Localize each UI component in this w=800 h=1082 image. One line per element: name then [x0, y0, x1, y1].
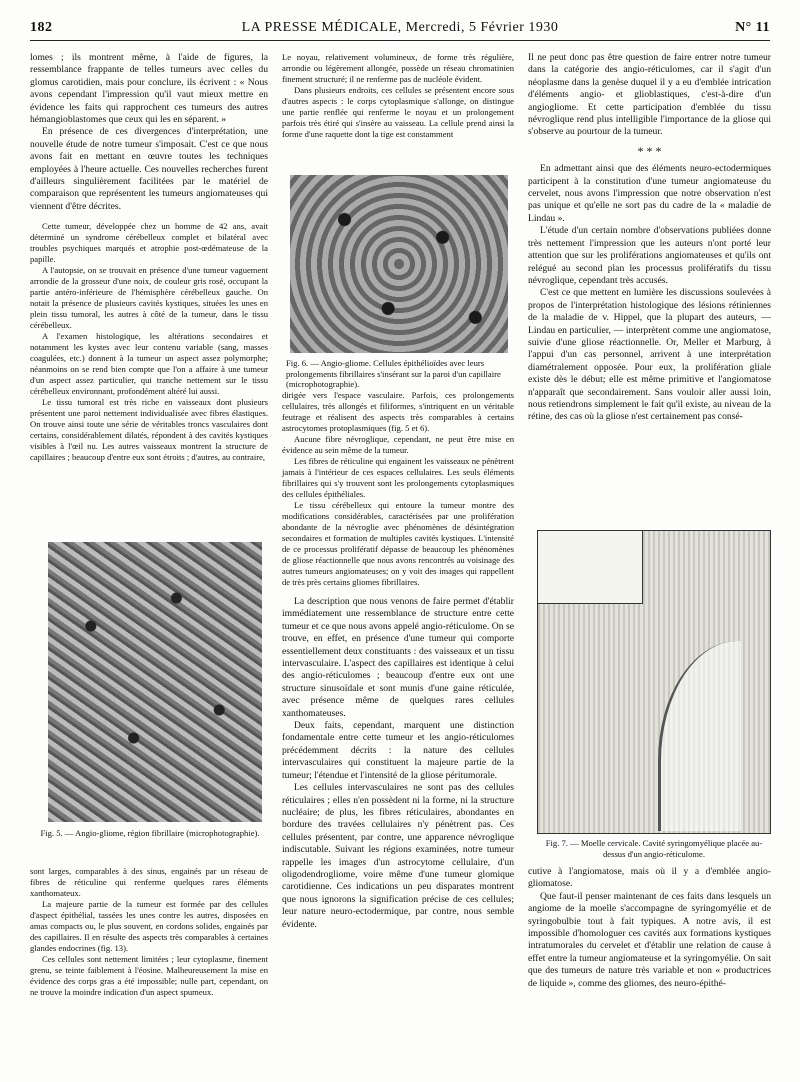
page-number: 182	[30, 20, 53, 35]
paragraph: Cette tumeur, développée chez un homme de 42 ans, avait déterminé un syndrome cérébelleux complet et bilatéral avec troubles psychiques marqués et atrophie post-œdémateuse de la papille.	[30, 221, 268, 265]
paragraph: Le tissu cérébelleux qui entoure la tumeur montre des modifications considérables, caractérisées par une prolifération abondante de la névroglie avec phénomènes de désintégration secondaires et formation de multiples cavités kystiques. L'intensité de ce processus prolifératif dépasse de beaucoup les phénomènes de gliose réactionnelle que nous avons rencontrés au voisinage des autres tumeurs angiomateuses; on y voit des images qui rappellent de très près certains gliomes fibrillaires.	[282, 500, 514, 587]
column-3-continued	[528, 866, 771, 990]
paragraph: Aucune fibre névroglique, cependant, ne peut être mise en évidence au sein même de la tumeur.	[282, 434, 514, 455]
paragraph: En présence de ces divergences d'interprétation, une nouvelle étude de notre tumeur s'imposait. C'est ce que nous avons fait en mettant en œuvre toutes les techniques employées à l'heure actuelle. Ces nouvelles recherches furent d'ailleurs singulièrement facilitées par le matériel de comparaison que représentent les tumeurs angiomateuses qui viennent d'être décrites.	[30, 126, 268, 212]
paragraph: Que faut-il penser maintenant de ces faits dans lesquels un angiome de la moelle s'accompagne de syringomyélie et de syringobulbie tout à fait typiques. A notre avis, il est impossible d'homologuer ces cavités aux formations kystiques intratumorales du cervelet et d'établir une relation de cause à effet entre la tumeur angiomateuse et la syringomyélie. On sait que des tumeurs de nature très variable et non « productrices de liquide », comme des gliomes, des neuro-épithé-	[528, 890, 771, 989]
issue-number: N° 11	[735, 20, 770, 35]
figure-5-micrograph	[48, 542, 262, 822]
paragraph: lomes ; ils montrent même, à l'aide de figures, la ressemblance frappante de telles tumeurs avec celles du glomus carotidien, mais pour conclure, ils écrivent : « Nous avons cependant l'impression qu'il vaut mieux mettre en évidence les faits qui rapprochent ces tumeurs des autres hémangioblastomes que ceux qui les en séparent. »	[30, 52, 268, 126]
section-separator: * * *	[637, 143, 662, 158]
paragraph: Dans plusieurs endroits, ces cellules se présentent encore sous d'autres aspects : le corps cytoplasmique s'allonge, on distingue une partie renflée qui renferme le noyau et un prolongement parfois très étiré qui s'insère au vaisseau. La cellule prend ainsi la forme d'une raquette dont la tige est constamment	[282, 85, 514, 139]
paragraph: Le noyau, relativement volumineux, de forme très régulière, arrondie ou légèrement allongée, possède un réseau chromatinien finement structuré; il ne renferme pas de nucléole évident.	[282, 52, 514, 84]
paragraph: C'est ce que mettent en lumière les discussions soulevées à propos de l'interprétation histologique des lésions rétiniennes de la maladie de v. Hippel, que la plupart des auteurs, — Lindau en particulier, — interprètent comme une angiomatose, suivie d'une gliose réactionnelle. Or, Meller et Marburg, à l'appui d'un cas personnel, arrivent à une interprétation diamétralement opposée. Pour eux, la prolifération gliale existe dès le début; elle est même primitive et l'angiomatose n'apparaît que secondairement. Sans vouloir aller aussi loin, nous retiendrons simplement le fait qu'il existe, au niveau de la rétine, des cas où la gliose n'est certainement pas consé-	[528, 287, 771, 423]
column-3	[528, 52, 771, 424]
paragraph: L'étude d'un certain nombre d'observations publiées donne très nettement l'impression que les auteurs n'ont porté leur attention que sur les proliférations angiomateuses et qu'ils ont relégué au second plan les processus prolifératifs du tissu névroglique, cependant très accusés.	[528, 225, 771, 286]
paragraph: La majeure partie de la tumeur est formée par des cellules d'aspect épithélial, tassées les unes contre les autres, disposées en amas compacts ou, le plus souvent, en cordons solides, engainés par des capillaires. Il en résulte des aspects très comparables à certaines glandes endocrines (fig. 13).	[30, 899, 268, 953]
paragraph: Ces cellules sont nettement limitées ; leur cytoplasme, finement grenu, se teinte faiblement à l'éosine. Malheureusement la mise en évidence des corps gras a été impossible; nulle part, cependant, on ne trouve la moindre indication d'un aspect spumeux.	[30, 954, 268, 997]
column-2-middle	[282, 390, 514, 931]
figure-7-caption: Fig. 7. — Moelle cervicale. Cavité syringomyélique placée au-dessus d'un angio-réticulome.	[545, 838, 763, 859]
page-header	[30, 18, 770, 41]
paragraph: sont larges, comparables à des sinus, engainés par un réseau de fibres de réticuline qui renferme quelques rares éléments xanthomateux.	[30, 866, 268, 898]
paragraph: La description que nous venons de faire permet d'établir immédiatement une ressemblance de structure entre cette tumeur et ce que nous avons appelé angio-réticulome. On se trouve, en effet, en présence d'une tumeur qui comporte essentiellement deux constituants : des vaisseaux et un tissu intervasculaire. L'aspect des capillaires est identique à celui des angio-réticulomes ; beaucoup d'entre eux ont une structure sinusoïdale et sont munis d'une gaine réticulée, avec présence même de quelques rares cellules xanthomateuses.	[282, 596, 514, 719]
paragraph: Les fibres de réticuline qui engainent les vaisseaux ne pénètrent jamais à l'intérieur de ces espaces cellulaires. Les seuls éléments fibrillaires qui s'y trouvent sont les prolongements cytoplasmiques des cellules épithéliales.	[282, 456, 514, 499]
paragraph: dirigée vers l'espace vasculaire. Parfois, ces prolongements cellulaires, très allongés et filiformes, s'intriquent en un véritable feutrage et réalisent des aspects très comparables à certains astrocytomes protoplasmiques (fig. 5 et 6).	[282, 390, 514, 433]
paragraph: Les cellules intervasculaires ne sont pas des cellules réticulaires ; elles n'en possèdent ni la forme, ni la structure nucléaire; de plus, les fibres réticulaires, abondantes en bordure des travées cellulaires n'y pénètrent pas. Ces cellules présentent, par contre, une apparence névroglique indiscutable. Suivant les régions examinées, notre tumeur rappelle les images d'un astrocytome cellulaire, d'un oligodendrogliome, voire même d'une tumeur glomique carotidienne. Ces indications un peu disparates montrent que nous ignorons la signification précise de ces cellules; leur nature neuro-ectodermique, par contre, nous semble évidente.	[282, 782, 514, 930]
figure-7-drawing	[537, 530, 771, 834]
paragraph: Deux faits, cependant, marquent une distinction fondamentale entre cette tumeur et les angio-réticulomes précédemment décrits : la nature des cellules intervasculaires qui constituent la majeure partie de la tumeur; l'étendue et l'intensité de la gliose péritumorale.	[282, 720, 514, 781]
column-2	[282, 52, 514, 140]
paragraph: Il ne peut donc pas être question de faire entrer notre tumeur dans la catégorie des angio-réticulomes, car il s'agit d'un néoplasme dans la genèse duquel il y a eu d'emblée intrication d'éléments angio- et glioblastiques, c'est-à-dire d'un angiogliome. Et cette participation d'emblée du tissu névroglique rend plus intelligible l'importance de la gliose qui s'observe au pourtour de la tumeur.	[528, 52, 771, 138]
paragraph: A l'autopsie, on se trouvait en présence d'une tumeur vaguement arrondie de la grosseur d'une noix, de couleur gris rosé, occupant la partie antéro-inférieure de l'hémisphère cérébelleux gauche. On notait la présence de plusieurs cavités kystiques, situées les unes en plein tissu tumoral, les autres à côté de la tumeur, dans le tissu cérébelleux.	[30, 265, 268, 331]
paragraph: A l'examen histologique, les altérations secondaires et notamment les kystes avec leur contenu variable (sang, masses coagulées, etc.) donnent à la tumeur un aspect assez polymorphe; néanmoins on se rend bien compte que l'on a affaire à une tumeur d'un aspect assez particulier, qui tranche nettement sur le tissu cérébelleux environnant, profondément altéré lui aussi.	[30, 331, 268, 397]
column-1	[30, 52, 268, 463]
paragraph: Le tissu tumoral est très riche en vaisseaux dont plusieurs présentent une paroi nettement individualisée avec fibres élastiques. On trouve ainsi toute une série de véritables troncs vasculaires dont certains, considérablement dilatés, répondent à des cavités kystiques visibles à l'œil nu. Les autres vaisseaux montrent la structure de capillaires ; beaucoup d'entre eux sont étroits ; d'autres, au contraire,	[30, 397, 268, 463]
column-1-continued	[30, 866, 268, 998]
journal-title: LA PRESSE MÉDICALE, Mercredi, 5 Février 1930	[241, 20, 559, 35]
figure-6-micrograph	[290, 175, 508, 353]
paragraph: En admettant ainsi que des éléments neuro-ectodermiques participent à la constitution d'une tumeur angiomateuse du cervelet, nous avons l'impression que notre observation n'est pas unique et qu'elle ne sort pas du cadre de la « maladie de Lindau ».	[528, 163, 771, 224]
figure-7-inset	[538, 531, 643, 604]
figure-7-cavity	[658, 641, 741, 831]
paragraph: cutive à l'angiomatose, mais où il y a d'emblée angio-gliomatose.	[528, 866, 771, 890]
figure-5-caption: Fig. 5. — Angio-gliome, région fibrillaire (microphotographie).	[40, 828, 260, 838]
figure-6-caption: Fig. 6. — Angio-gliome. Cellules épithélioïdes avec leurs prolongements fibrillaires s'insérant sur la paroi d'un capillaire (microphotographie).	[286, 358, 501, 389]
